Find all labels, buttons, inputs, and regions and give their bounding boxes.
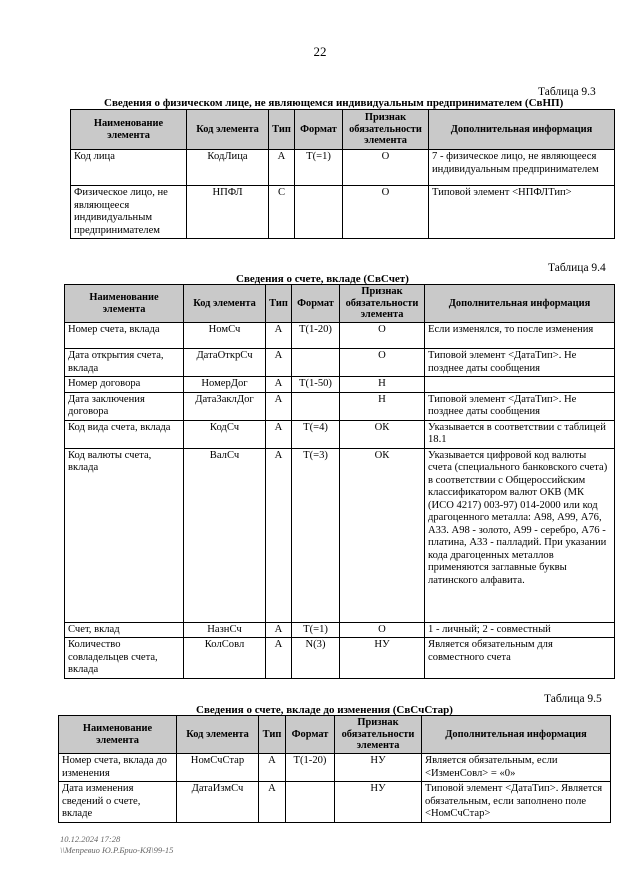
cell-info <box>425 377 615 393</box>
cell-type: А <box>266 349 292 377</box>
cell-code: НазнСч <box>184 622 266 638</box>
table-row <box>59 754 611 782</box>
cell-required: О <box>343 150 429 186</box>
cell-code: ДатаЗаклДог <box>184 392 266 420</box>
cell-type: А <box>259 782 286 823</box>
cell-format: Т(=1) <box>295 150 343 186</box>
header-required: Признак обязательности элемента <box>335 716 422 754</box>
cell-format: Т(1-50) <box>292 377 340 393</box>
table-row <box>65 323 615 349</box>
table-row <box>71 186 615 239</box>
cell-required: НУ <box>335 754 422 782</box>
header-code: Код элемента <box>187 110 269 150</box>
table-9-4 <box>64 284 615 679</box>
cell-name: Номер счета, вклада <box>65 323 184 349</box>
cell-code: ДатаОткрСч <box>184 349 266 377</box>
header-type: Тип <box>269 110 295 150</box>
table-row <box>65 638 615 679</box>
cell-name: Дата открытия счета, вклада <box>65 349 184 377</box>
table-9-5-label: Таблица 9.5 <box>544 693 602 705</box>
table-9-3 <box>70 109 615 239</box>
cell-info: Типовой элемент <ДатаТип>. Не позднее даты сообщения <box>425 392 615 420</box>
header-required: Признак обязательности элемента <box>343 110 429 150</box>
cell-required: ОК <box>340 448 425 622</box>
cell-name: Код валюты счета, вклада <box>65 448 184 622</box>
cell-format <box>286 782 335 823</box>
header-type: Тип <box>259 716 286 754</box>
cell-required: Н <box>340 392 425 420</box>
table-row <box>65 622 615 638</box>
cell-name: Номер договора <box>65 377 184 393</box>
table-header-row <box>65 285 615 323</box>
cell-required: НУ <box>340 638 425 679</box>
cell-code: НомерДог <box>184 377 266 393</box>
table-row <box>65 349 615 377</box>
cell-required: О <box>340 349 425 377</box>
cell-format: Т(=3) <box>292 448 340 622</box>
header-name: Наименование элемента <box>71 110 187 150</box>
cell-required: О <box>340 323 425 349</box>
header-code: Код элемента <box>184 285 266 323</box>
table-row <box>65 392 615 420</box>
cell-format: Т(=4) <box>292 420 340 448</box>
cell-name: Количество совладельцев счета, вклада <box>65 638 184 679</box>
cell-type: С <box>269 186 295 239</box>
cell-code: НомСчСтар <box>177 754 259 782</box>
header-info: Дополнительная информация <box>422 716 611 754</box>
cell-type: А <box>266 392 292 420</box>
cell-code: КолСовл <box>184 638 266 679</box>
cell-format <box>292 349 340 377</box>
cell-info: Типовой элемент <ДатаТип>. Является обязательным, если заполнено поле <НомСчСтар> <box>422 782 611 823</box>
table-9-4-label: Таблица 9.4 <box>548 262 606 274</box>
cell-info: Является обязательным для совместного счета <box>425 638 615 679</box>
cell-type: А <box>266 377 292 393</box>
page-number: 22 <box>313 44 327 59</box>
table-row <box>65 420 615 448</box>
footer-path: \\Мепревио Ю.Р.Брио-КЯ\99-15 <box>60 845 174 855</box>
cell-format: Т(=1) <box>292 622 340 638</box>
table-9-3-label: Таблица 9.3 <box>538 86 596 98</box>
header-format: Формат <box>295 110 343 150</box>
header-type: Тип <box>266 285 292 323</box>
cell-name: Счет, вклад <box>65 622 184 638</box>
cell-info: Если изменялся, то после изменения <box>425 323 615 349</box>
header-name: Наименование элемента <box>59 716 177 754</box>
header-code: Код элемента <box>177 716 259 754</box>
cell-name: Дата заключения договора <box>65 392 184 420</box>
cell-code: НПФЛ <box>187 186 269 239</box>
cell-code: ДатаИзмСч <box>177 782 259 823</box>
cell-format: Т(1-20) <box>286 754 335 782</box>
cell-type: А <box>266 420 292 448</box>
cell-code: КодЛица <box>187 150 269 186</box>
cell-code: НомСч <box>184 323 266 349</box>
cell-required: О <box>343 186 429 239</box>
cell-required: Н <box>340 377 425 393</box>
cell-type: А <box>269 150 295 186</box>
table-header-row <box>71 110 615 150</box>
table-header-row <box>59 716 611 754</box>
cell-info: 7 - физическое лицо, не являющееся индивидуальным предпринимателем <box>429 150 615 186</box>
cell-code: КодСч <box>184 420 266 448</box>
footer-timestamp: 10.12.2024 17:28 <box>60 834 121 844</box>
cell-type: А <box>259 754 286 782</box>
cell-code: ВалСч <box>184 448 266 622</box>
table-9-3-title: Сведения о физическом лице, не являющемся индивидуальным предпринимателем (СвНП) <box>104 97 564 109</box>
cell-info: Указывается в соответствии с таблицей 18.1 <box>425 420 615 448</box>
table-row <box>71 150 615 186</box>
table-row <box>59 782 611 823</box>
cell-name: Физическое лицо, не являющееся индивидуальным предпринимателем <box>71 186 187 239</box>
cell-name: Код вида счета, вклада <box>65 420 184 448</box>
cell-info: 1 - личный; 2 - совместный <box>425 622 615 638</box>
table-9-4-title: Сведения о счете, вкладе (СвСчет) <box>236 273 409 285</box>
cell-info: Указывается цифровой код валюты счета (специального банковского счета) в соответствии с Общероссийским классификатором валют ОКВ (МК (ИСО 4217) 003-97) 014-2000 или код драгоценного металла: А98, А99, А76, А33. А98 - золото, А99 - серебро, А76 - платина, А33 - палладий. При указании кода драгоценных металлов применяются заглавные буквы латинского алфавита. <box>425 448 615 622</box>
table-9-5 <box>58 715 611 823</box>
header-required: Признак обязательности элемента <box>340 285 425 323</box>
header-info: Дополнительная информация <box>429 110 615 150</box>
table-9-5-title: Сведения о счете, вкладе до изменения (СвСчСтар) <box>196 704 453 716</box>
header-info: Дополнительная информация <box>425 285 615 323</box>
table-row <box>65 448 615 622</box>
cell-format <box>295 186 343 239</box>
cell-required: ОК <box>340 420 425 448</box>
cell-info: Является обязательным, если <ИзменСовл> = «0» <box>422 754 611 782</box>
cell-type: А <box>266 323 292 349</box>
cell-info: Типовой элемент <ДатаТип>. Не позднее даты сообщения <box>425 349 615 377</box>
cell-format: N(3) <box>292 638 340 679</box>
header-name: Наименование элемента <box>65 285 184 323</box>
cell-name: Номер счета, вклада до изменения <box>59 754 177 782</box>
table-row <box>65 377 615 393</box>
cell-required: О <box>340 622 425 638</box>
cell-type: А <box>266 448 292 622</box>
cell-name: Код лица <box>71 150 187 186</box>
cell-type: А <box>266 622 292 638</box>
cell-format: Т(1-20) <box>292 323 340 349</box>
cell-format <box>292 392 340 420</box>
header-format: Формат <box>286 716 335 754</box>
cell-name: Дата изменения сведений о счете, вкладе <box>59 782 177 823</box>
cell-type: А <box>266 638 292 679</box>
cell-info: Типовой элемент <НПФЛТип> <box>429 186 615 239</box>
cell-required: НУ <box>335 782 422 823</box>
header-format: Формат <box>292 285 340 323</box>
